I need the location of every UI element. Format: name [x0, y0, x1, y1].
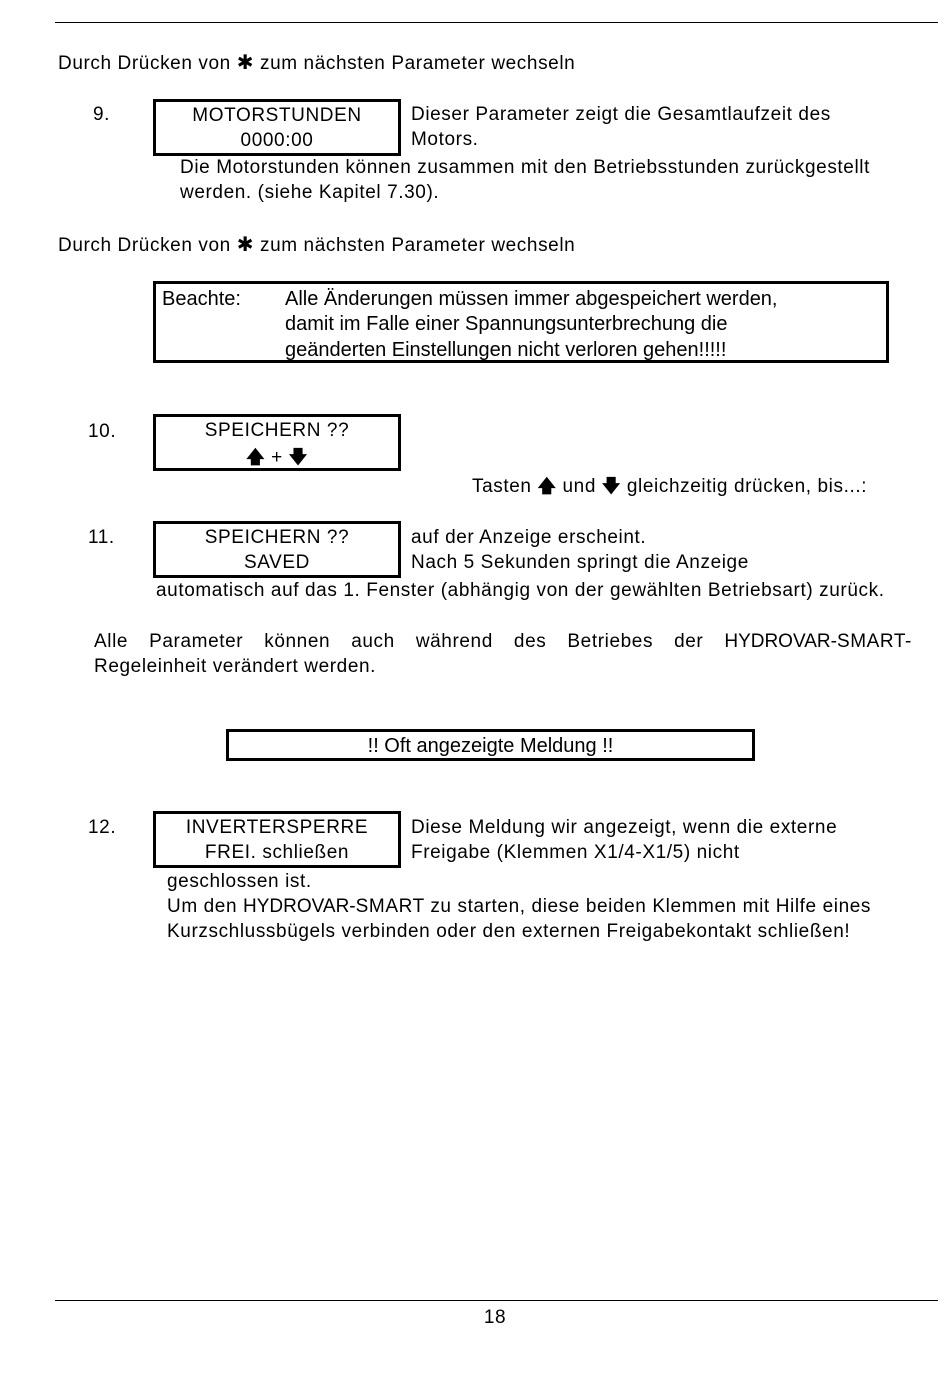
word: des — [513, 631, 547, 652]
lcd-line: INVERTERSPERRE — [185, 817, 369, 838]
banner-text: !! Oft angezeigte Meldung !! — [367, 735, 614, 757]
asterisk-key-icon: ✱ — [236, 232, 255, 256]
arrow-up-icon: 🡅 — [537, 476, 557, 497]
word: der — [674, 631, 704, 652]
step-description: Nach 5 Sekunden springt die Anzeige — [411, 552, 749, 573]
step-text: Kurzschlussbügels verbinden oder den externen Freigabekontakt schließen! — [167, 921, 851, 942]
word: während — [415, 631, 493, 652]
brand-prefix: HYDROVAR- — [243, 896, 356, 917]
key-hint-text: und — [562, 476, 596, 497]
word: Betriebes — [567, 631, 654, 652]
step-text: automatisch auf das 1. Fenster (abhängig von der gewählten Betriebsart) zurück. — [156, 580, 885, 601]
step-description: Freigabe (Klemmen X1/4-X1/5) nicht — [411, 842, 740, 863]
arrow-down-icon: 🡇 — [601, 476, 621, 497]
step-description: auf der Anzeige erscheint. — [411, 527, 647, 548]
step-description: Motors. — [411, 129, 479, 150]
step-number: 9. — [93, 104, 111, 125]
nav-hint-text: Durch Drücken von — [58, 53, 231, 74]
lcd-line: 0000:00 — [240, 130, 314, 151]
step-number: 11. — [88, 527, 115, 548]
lcd-display-saved — [153, 521, 401, 578]
notice-box — [153, 281, 889, 363]
lcd-line: SPEICHERN ?? — [204, 527, 350, 548]
lcd-line: SAVED — [243, 552, 310, 573]
step-description: Diese Meldung wir angezeigt, wenn die externe — [411, 817, 838, 838]
lcd-line: FREI. schließen — [204, 842, 350, 863]
step-text: werden. (siehe Kapitel 7.30). — [180, 182, 440, 203]
lcd-display-motorstunden — [153, 99, 401, 156]
brand-prefix: HYDROVAR- — [724, 631, 837, 652]
notice-line: damit im Falle einer Spannungsunterbrechung die — [285, 313, 728, 335]
lcd-display-speichern — [153, 414, 401, 471]
footer-rule — [55, 1300, 938, 1301]
asterisk-key-icon: ✱ — [236, 50, 255, 74]
lcd-key-combo — [156, 445, 398, 475]
step-number: 12. — [88, 817, 117, 838]
text-segment: SMART zu starten, diese beiden Klemmen mit Hilfe eines — [355, 896, 872, 917]
notice-label: Beachte: — [162, 288, 241, 310]
lcd-line: SPEICHERN ?? — [204, 420, 350, 441]
nav-hint — [58, 50, 575, 75]
header-rule — [55, 22, 938, 23]
lcd-display-inverter — [153, 811, 401, 868]
step-text: Die Motorstunden können zusammen mit den Betriebsstunden zurückgestellt — [180, 157, 871, 178]
page-number: 18 — [483, 1307, 507, 1328]
warning-banner — [226, 729, 755, 761]
text-segment: Um den — [167, 896, 238, 917]
word: Parameter — [149, 631, 244, 652]
key-hint — [472, 474, 867, 504]
nav-hint — [58, 232, 575, 257]
lcd-line: MOTORSTUNDEN — [192, 105, 362, 126]
step-description: Dieser Parameter zeigt die Gesamtlaufzeit des — [411, 104, 831, 125]
brand-name — [724, 631, 912, 653]
paragraph-line: Regeleinheit verändert werden. — [94, 656, 377, 677]
plus-sign: + — [271, 447, 283, 468]
word: können — [264, 631, 331, 652]
notice-line: geänderten Einstellungen nicht verloren gehen!!!!! — [285, 339, 727, 361]
word: Alle — [94, 631, 129, 652]
arrow-down-icon: 🡇 — [288, 447, 308, 468]
key-hint-text: gleichzeitig drücken, bis...: — [626, 476, 868, 497]
step-text — [167, 896, 871, 918]
nav-hint-text: zum nächsten Parameter wechseln — [259, 235, 576, 256]
nav-hint-text: zum nächsten Parameter wechseln — [259, 53, 576, 74]
brand-suffix: SMART- — [836, 631, 912, 652]
nav-hint-text: Durch Drücken von — [58, 235, 231, 256]
key-hint-text: Tasten — [472, 476, 532, 497]
paragraph-line — [94, 631, 912, 653]
step-number: 10. — [88, 421, 117, 442]
word: auch — [351, 631, 395, 652]
notice-line: Alle Änderungen müssen immer abgespeichert werden, — [285, 288, 778, 310]
step-text: geschlossen ist. — [167, 871, 312, 892]
arrow-up-icon: 🡅 — [246, 447, 266, 468]
